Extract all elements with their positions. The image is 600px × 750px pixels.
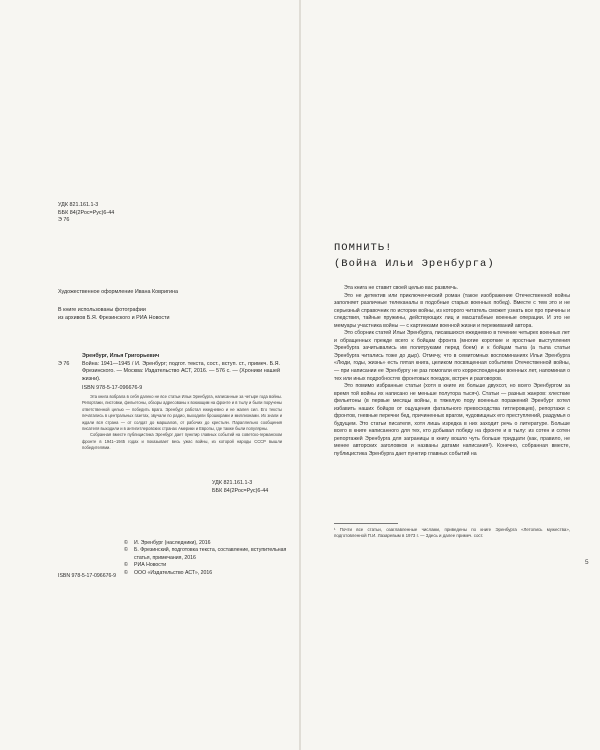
bbk-line: ББК 84(2Рос=Рус)6-44 <box>212 487 269 494</box>
body-paragraph: Это не детектив или приключенческий роман (такое изображение Отечественной войны заполняет различные телеканалы в подобные старых военных побед). Вместе с тем это и не серьезный справочник по истории войны, из которого читатель сможет узнать все про причины и следствия, тайные пружины, действующих лиц и масштабные военные операции. И это не мемуары участника войны — с картинками военной жизни и переживаний автора. <box>334 292 570 329</box>
isbn-bottom: ISBN 978-5-17-096676-9 <box>58 573 116 579</box>
copyright-text: И. Эренбург (наследники), 2016 <box>134 540 211 546</box>
photo-credit <box>58 307 170 322</box>
page-number: 5 <box>585 559 589 566</box>
udk-block-bottom <box>212 480 268 495</box>
copyright-line <box>124 562 294 569</box>
preface-page <box>301 0 600 750</box>
footnote <box>334 527 570 540</box>
preface-body <box>334 285 570 459</box>
photo-credit-line: В книге использованы фотографии <box>58 307 146 313</box>
catalog-description: Война: 1941—1945 / И. Эренбург; подгот. текста, сост., вступ. ст., примеч. Б.Я. Фрезинского. — Москва: Издательство АСТ, 2016. — 576 с. — (Хроники нашей жизни). <box>82 360 280 382</box>
chapter-subtitle: (Война Ильи Эренбурга) <box>334 258 495 270</box>
copyright-symbol: © <box>124 547 128 554</box>
bbk-line: ББК 84(2Рос=Рус)6-44 <box>58 209 115 216</box>
copyright-symbol: © <box>124 562 128 569</box>
footnote-text: ¹ Почти все статьи, озаглавленные числами, приведены по книге Эренбурга «Летопись мужества», подготовленной П.И. Лазаревым в 1973 г. — Здесь и далее примеч. сост. <box>334 527 570 539</box>
catalog-isbn: ISBN 978-5-17-096676-9 <box>82 385 143 392</box>
author-mark-line: Э 76 <box>58 217 70 224</box>
udk-line: УДК 821.161.1-3 <box>212 480 253 486</box>
udk-block <box>58 202 114 225</box>
copyright-line <box>124 570 294 577</box>
annotation-paragraph: Собранная вместе публицистика Эренбург дает пунктир главных событий на советско-германском фронте в 1941–1945 годах и показывает весь ужас войны, из которой народы СССР вышли победителями. <box>82 432 282 451</box>
copyright-line <box>124 547 294 562</box>
chapter-title-main: ПОМНИТЬ! <box>334 242 393 254</box>
copyright-text: Б. Фрезинский, подготовка текста, составление, вступительная статья, примечания, 2016 <box>134 547 287 561</box>
catalog-row <box>58 361 280 384</box>
copyright-text: РИА Новости <box>134 562 167 569</box>
body-paragraph: Это сборник статей Ильи Эренбурга, писавшихся ежедневно в течение четырех военных лет и обращенных прежде всего к бойцам фронта (многие короткие и яростные выступления Эренбурга зачитывались им политруками перед боем) и к бойцам тыла (а тыла статьи Эренбурга читались тоже до дыр). Отмечу, что в семитомных воспоминаниях Ильи Эренбурга «Люди, годы, жизнь» есть пятая книга, целиком посвященная событиям Отечественной войны, — при написании ее Эренбургу не раз помогали его корреспонденции военных лет, напоминая о тех или иных подробностях фронтовых поездок, встреч и разговоров. <box>334 330 570 382</box>
copyright-block <box>124 540 294 577</box>
photo-credit-line: из архивов Б.Я. Фрезинского и РИА Новости <box>58 314 170 321</box>
chapter-title <box>334 240 495 272</box>
annotation <box>82 394 282 452</box>
copyright-text: ООО «Издательство АСТ», 2016 <box>134 569 213 576</box>
udk-line: УДК 821.161.1-3 <box>58 202 99 208</box>
design-credit: Художественное оформление Ивана Ковригина <box>58 289 178 295</box>
imprint-page <box>0 0 299 750</box>
annotation-paragraph: Эта книга вобрала в себя далеко не все статьи Ильи Эренбурга, написанные за четыре года войны. Репортажи, листовки, фельетоны, обзоры адресованы к воюющим на фронте и в тылу и были поручены ответственной целью — победить врага. Эренбург работал ежедневно и не жалея сил. Его тексты печатались в центральных газетах, звучали по радио, выходили брошюрами и миллионами. Их знали и ждали вся страна — от солдат до маршалов, от рабочих до крестьян. Параллельно сообщения писателя выходили и в антигитлеровских странах Америки и Европы, где также были популярны. <box>82 394 282 432</box>
catalog-record <box>58 353 280 393</box>
copyright-symbol: © <box>124 569 128 576</box>
catalog-author: Эренбург, Илья Григорьевич <box>82 353 160 359</box>
footnote-rule <box>334 523 398 524</box>
body-paragraph: Эта книга не ставит своей целью вас развлечь. <box>344 285 458 291</box>
catalog-code: Э 76 <box>58 360 70 367</box>
copyright-symbol: © <box>124 540 128 546</box>
body-paragraph: Это помимо избранные статьи (хотя в книге их больше двухсот, но всего Эренбургом за время той войны их написано не меньше полутора тысяч). Статьи — разных жанров: хлесткие фельетоны (в первые месяцы войны, в тяжелую пору военных поражений Эренбург хотел избавить наших бойцов от ощущения фатального превосходства гитлеровцев), репортажи с фронтов, гневные перечни бед, причиненных врагом, чудовищных его преступлений, раздумья о будущем. Это статьи писателя, хотя лишь изредка в них заходит речь о литературе. Больше всего в книге написанного для тех, кто добывал победу на фронте и в тылу: из сотен и сотен репортажей Эренбурга для заграницы в книгу вошло чуть больше тридцати (как, правило, не менее авторских заголовков и названы датами написания¹). Конечно, собранная вместе, публицистика Эренбурга дает пунктир главных событий на <box>334 383 570 458</box>
